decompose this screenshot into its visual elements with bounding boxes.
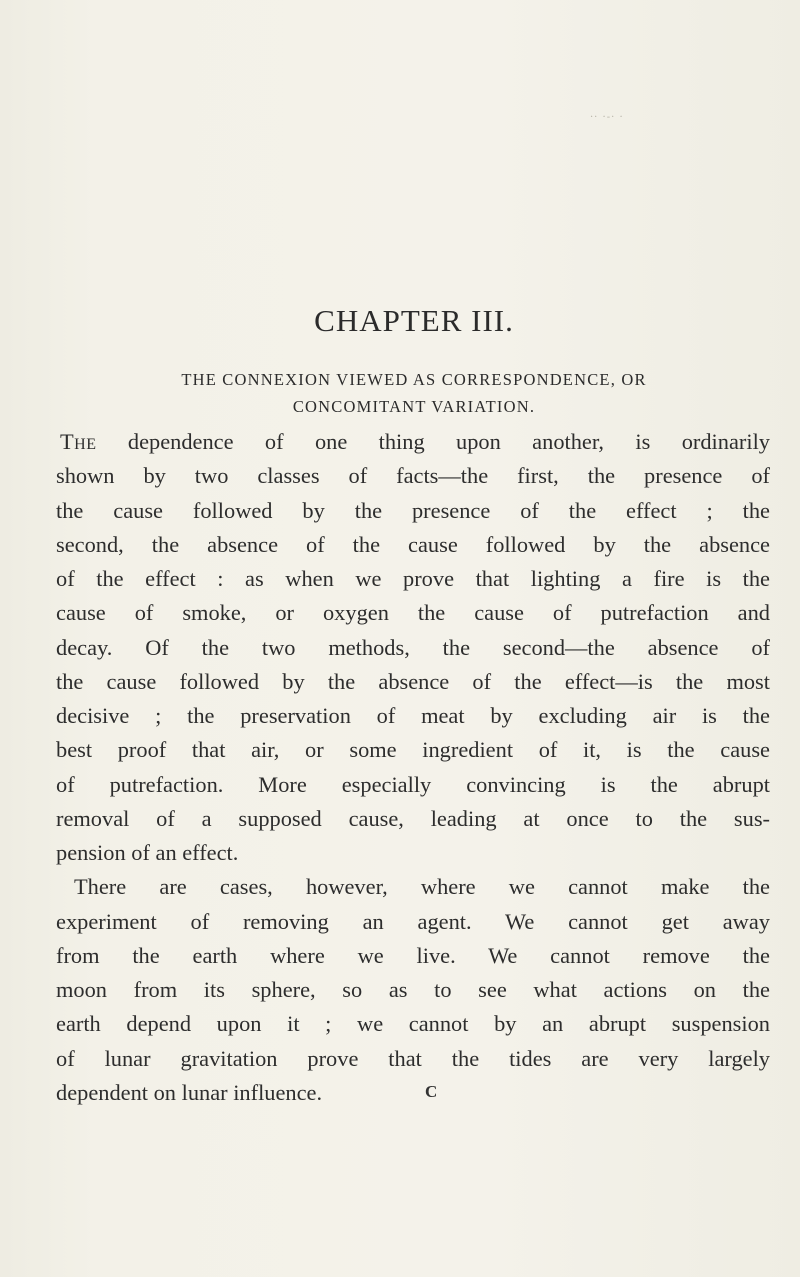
paragraph-1-line: of putrefaction. More especially convincing is the abrupt (56, 771, 770, 797)
chapter-subtitle-line-2: CONCOMITANT VARIATION. (292, 397, 536, 416)
paragraph-2-line: experiment of removing an agent. We cannot get away (56, 908, 770, 934)
paragraph-1-line: The dependence of one thing upon another, is ordinarily (60, 429, 770, 454)
drop-word: The (60, 429, 97, 454)
paragraph-2-line: of lunar gravitation prove that the tides are very largely (56, 1045, 770, 1071)
signature-mark: C (425, 1082, 438, 1101)
paragraph-1-line: the cause followed by the presence of the effect ; the (56, 497, 770, 523)
paragraph-2-line: moon from its sphere, so as to see what actions on the (56, 977, 770, 1002)
paragraph-1-line: pension of an effect. (56, 840, 239, 865)
page-specks: ·· ·-· · (590, 112, 624, 123)
paragraph-2-line: earth depend upon it ; we cannot by an abrupt suspension (56, 1011, 770, 1037)
paragraph-2-line: There are cases, however, where we cannot make the (74, 874, 770, 900)
paragraph-1-line: shown by two classes of facts—the first, the presence of (56, 463, 770, 489)
paragraph-1-line: removal of a supposed cause, leading at once to the sus- (56, 805, 770, 831)
paragraph-2-line: dependent on lunar influence. (56, 1079, 323, 1105)
paragraph-1-line: of the effect : as when we prove that lighting a fire is the (56, 566, 770, 591)
chapter-title: CHAPTER III. (314, 303, 514, 338)
paragraph-1-line: decisive ; the preservation of meat by excluding air is the (56, 703, 770, 728)
chapter-subtitle-line-1: THE CONNEXION VIEWED AS CORRESPONDENCE, OR (181, 370, 647, 389)
body-text (56, 425, 770, 1110)
paragraph-1-line: decay. Of the two methods, the second—the absence of (56, 634, 770, 660)
paragraph-1-line: second, the absence of the cause followed by the absence (56, 531, 770, 557)
paragraph-1-line: the cause followed by the absence of the effect—is the most (56, 668, 770, 694)
paragraph-2-line: from the earth where we live. We cannot remove the (56, 942, 770, 968)
paragraph-1-line: cause of smoke, or oxygen the cause of putrefaction and (56, 600, 770, 626)
paragraph-1-line: best proof that air, or some ingredient of it, is the cause (56, 737, 770, 763)
